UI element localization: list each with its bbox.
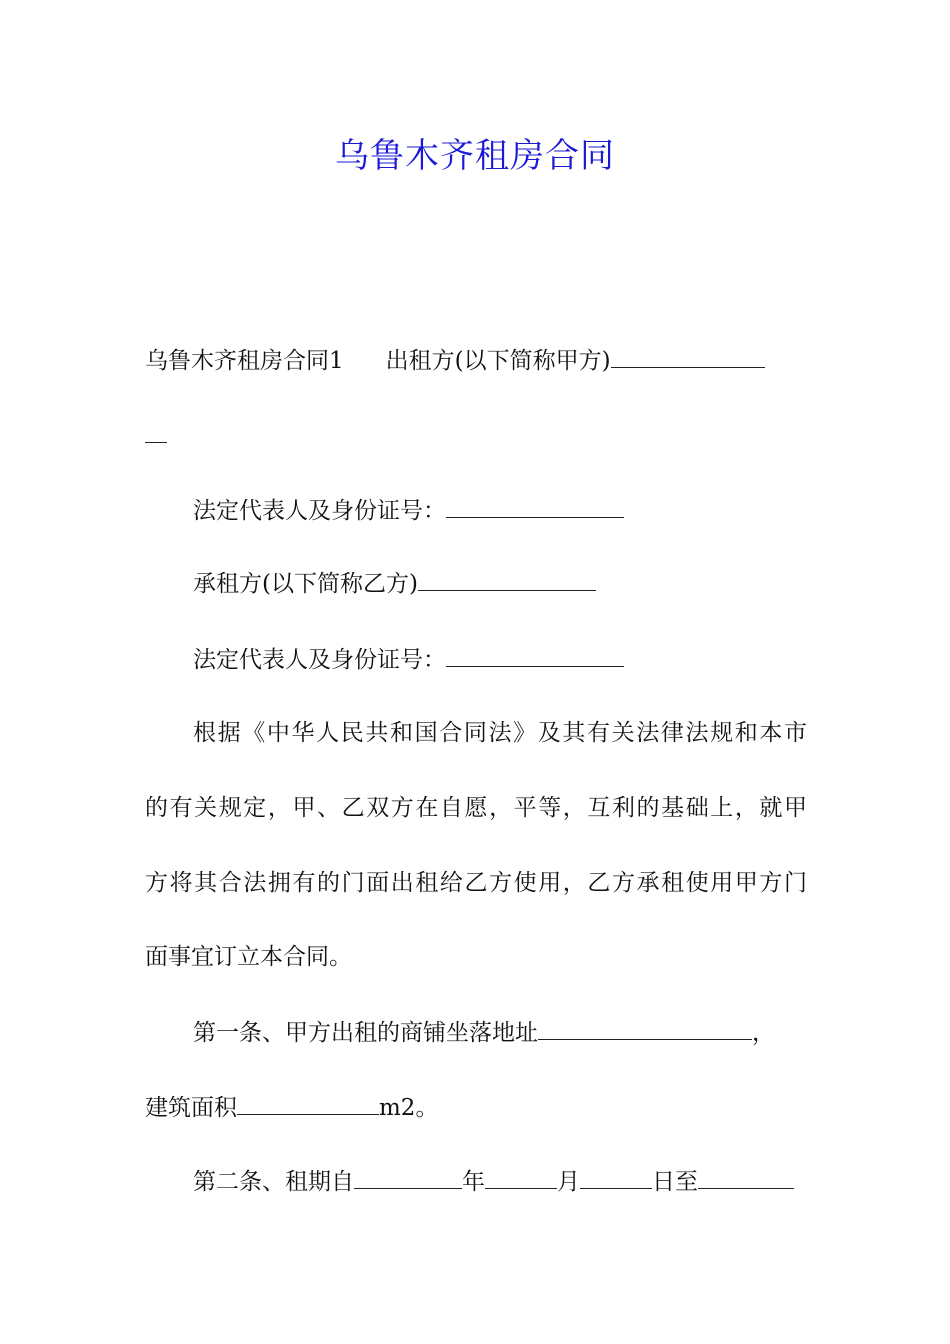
start-month-blank bbox=[485, 1166, 557, 1189]
lessee-label: 承租方(以下简称乙方) bbox=[193, 571, 418, 597]
lessor-blank-continued bbox=[145, 420, 807, 451]
article-1-address-label: 第一条、甲方出租的商铺坐落地址 bbox=[193, 1020, 538, 1046]
document-title: 乌鲁木齐租房合同 bbox=[335, 136, 615, 176]
area-unit: m2。 bbox=[379, 1095, 439, 1121]
area-blank bbox=[237, 1092, 379, 1115]
article-2-line-1 bbox=[193, 1166, 807, 1197]
line-lessee bbox=[193, 568, 807, 599]
start-day-blank bbox=[580, 1166, 652, 1189]
article-1-line-2 bbox=[145, 1092, 807, 1123]
month-label: 月 bbox=[557, 1169, 580, 1195]
address-blank bbox=[538, 1017, 752, 1040]
preamble-line-2: 的有关规定，甲、乙双方在自愿，平等，互利的基础上，就甲 bbox=[145, 795, 807, 821]
end-date-blank bbox=[698, 1166, 794, 1189]
lessor-blank bbox=[611, 345, 765, 368]
lessor-rep-label: 法定代表人及身份证号： bbox=[193, 498, 446, 524]
lessee-rep-label: 法定代表人及身份证号： bbox=[193, 647, 446, 673]
preamble-line-1: 根据《中华人民共和国合同法》及其有关法律法规和本市 bbox=[193, 720, 807, 746]
lessor-rep-blank bbox=[446, 495, 624, 518]
contract-heading-inline: 乌鲁木齐租房合同1 bbox=[145, 348, 344, 374]
year-label: 年 bbox=[462, 1169, 485, 1195]
day-to-label: 日至 bbox=[652, 1169, 698, 1195]
lessee-rep-blank bbox=[446, 644, 624, 667]
preamble-line-3: 方将其合法拥有的门面出租给乙方使用，乙方承租使用甲方门 bbox=[145, 870, 807, 896]
preamble-line-4: 面事宜订立本合同。 bbox=[145, 944, 352, 970]
line-lessor-rep bbox=[193, 495, 807, 526]
line-lessee-rep bbox=[193, 644, 807, 675]
area-label: 建筑面积 bbox=[145, 1095, 237, 1121]
lessee-blank bbox=[418, 568, 596, 591]
term-label: 第二条、租期自 bbox=[193, 1169, 354, 1195]
article-1-line-1 bbox=[193, 1017, 807, 1048]
start-year-blank bbox=[354, 1166, 462, 1189]
article-1-comma: ， bbox=[752, 1020, 775, 1046]
lessor-blank-tail bbox=[145, 420, 167, 443]
lessor-label: 出租方(以下简称甲方) bbox=[385, 348, 611, 374]
line-lessor bbox=[145, 345, 807, 376]
